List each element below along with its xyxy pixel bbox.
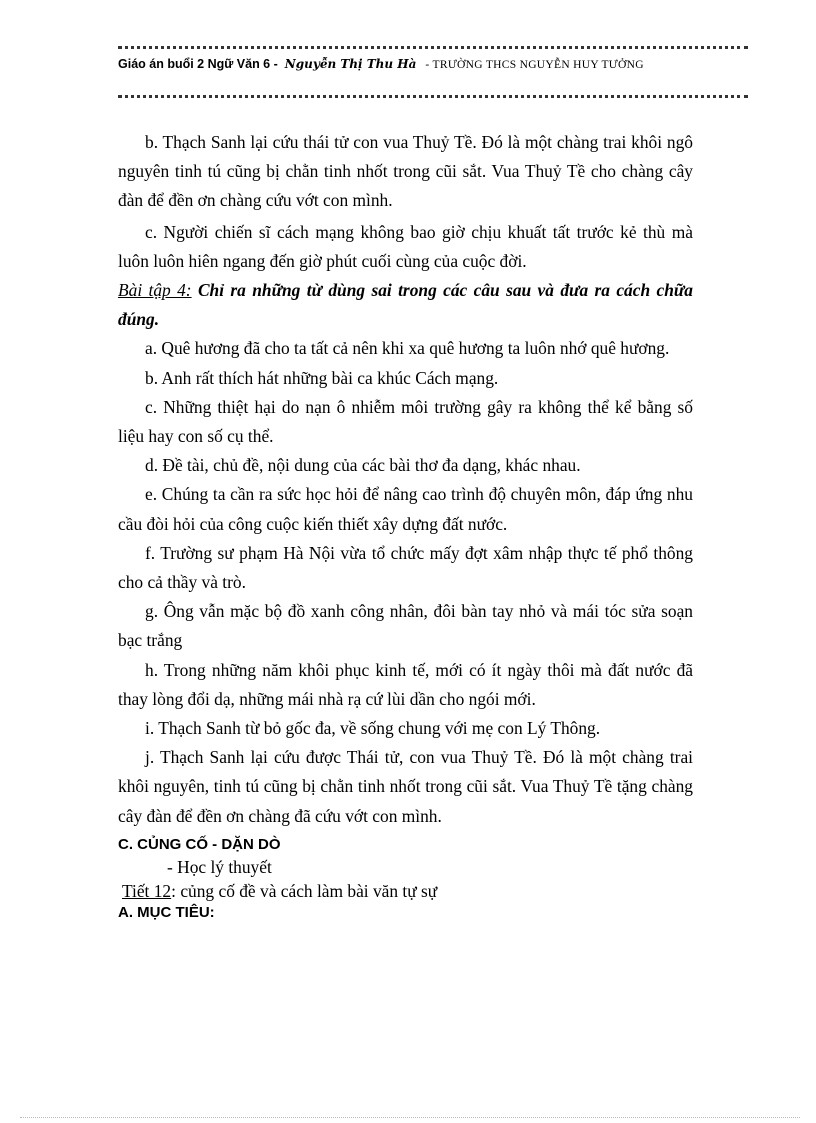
lesson-label: Tiết 12: [122, 880, 172, 901]
footer-rule: [20, 1117, 800, 1118]
exercise-item-a: a. Quê hương đã cho ta tất cả nên khi xa quê hương ta luôn nhớ quê hương.: [145, 338, 670, 359]
header-school: - TRƯỜNG THCS NGUYỄN HUY TƯỞNG: [425, 59, 644, 71]
exercise-item-f: f. Trường sư phạm Hà Nội vừa tổ chức mấy đợt xâm nhập thực tế phổ thông cho cả thầy và trò.: [118, 542, 693, 593]
page-header: [118, 56, 758, 73]
header-top-rule: [118, 46, 748, 49]
section-c-item: - Học lý thuyết: [167, 856, 272, 877]
lesson-title: : củng cố đề và cách làm bài văn tự sự: [171, 880, 438, 901]
exercise-4-title: Chỉ ra những từ dùng sai trong các câu sau và đưa ra cách chữa đúng.: [118, 280, 694, 330]
header-bottom-rule: [118, 95, 748, 98]
exercise-item-i: i. Thạch Sanh từ bỏ gốc đa, về sống chung với mẹ con Lý Thông.: [145, 718, 601, 739]
exercise-item-g: g. Ông vẫn mặc bộ đồ xanh công nhân, đôi bàn tay nhỏ và mái tóc sửa soạn bạc trắng: [118, 601, 693, 651]
exercise-item-c: c. Những thiệt hại do nạn ô nhiễm môi trường gây ra không thể kể bằng số liệu hay con số cụ thể.: [118, 396, 693, 447]
exercise-4-heading: [118, 276, 693, 334]
section-a-heading: A. MỤC TIÊU:: [118, 903, 215, 921]
page-body: [118, 128, 693, 923]
header-course: Giáo án buổi 2 Ngữ Văn 6 -: [118, 57, 278, 71]
lesson-line: [118, 879, 693, 903]
exercise-item-d: d. Đề tài, chủ đề, nội dung của các bài thơ đa dạng, khác nhau.: [145, 455, 581, 476]
paragraph-c: c. Người chiến sĩ cách mạng không bao giờ chịu khuất tất trước kẻ thù mà luôn luôn hiên ngang đến giờ phút cuối cùng của cuộc đời.: [118, 221, 693, 271]
exercise-4-label: Bài tập 4:: [118, 280, 192, 301]
paragraph-b: b. Thạch Sanh lại cứu thái tử con vua Thuỷ Tề. Đó là một chàng trai khôi ngô nguyên tinh tú cũng bị chằn tinh nhốt trong cũi sắt. Vua Thuỷ Tề cho chàng cây đàn để đền ơn chàng cứu vớt con mình.: [118, 132, 693, 211]
exercise-item-e: e. Chúng ta cần ra sức học hỏi để nâng cao trình độ chuyên môn, đáp ứng nhu cầu đòi hỏi của công cuộc kiến thiết xây dựng đất nước.: [118, 484, 693, 534]
exercise-item-b: b. Anh rất thích hát những bài ca khúc Cách mạng.: [145, 367, 499, 388]
exercise-item-h: h. Trong những năm khôi phục kinh tế, mới có ít ngày thôi mà đất nước đã thay lòng đổi dạ, những mái nhà rạ cứ lùi dần cho ngói mới.: [118, 659, 693, 709]
header-author: Nguyễn Thị Thu Hà: [284, 57, 417, 71]
exercise-item-j: j. Thạch Sanh lại cứu được Thái tử, con vua Thuỷ Tề. Đó là một chàng trai khôi nguyên, tinh tú cũng bị chằn tinh nhốt trong cũi sắt. Vua Thuỷ Tề tặng chàng cây đàn để đền ơn chàng đã cứu vớt con mình.: [118, 747, 693, 826]
section-c-heading: C. CỦNG CỐ - DẶN DÒ: [118, 835, 281, 853]
